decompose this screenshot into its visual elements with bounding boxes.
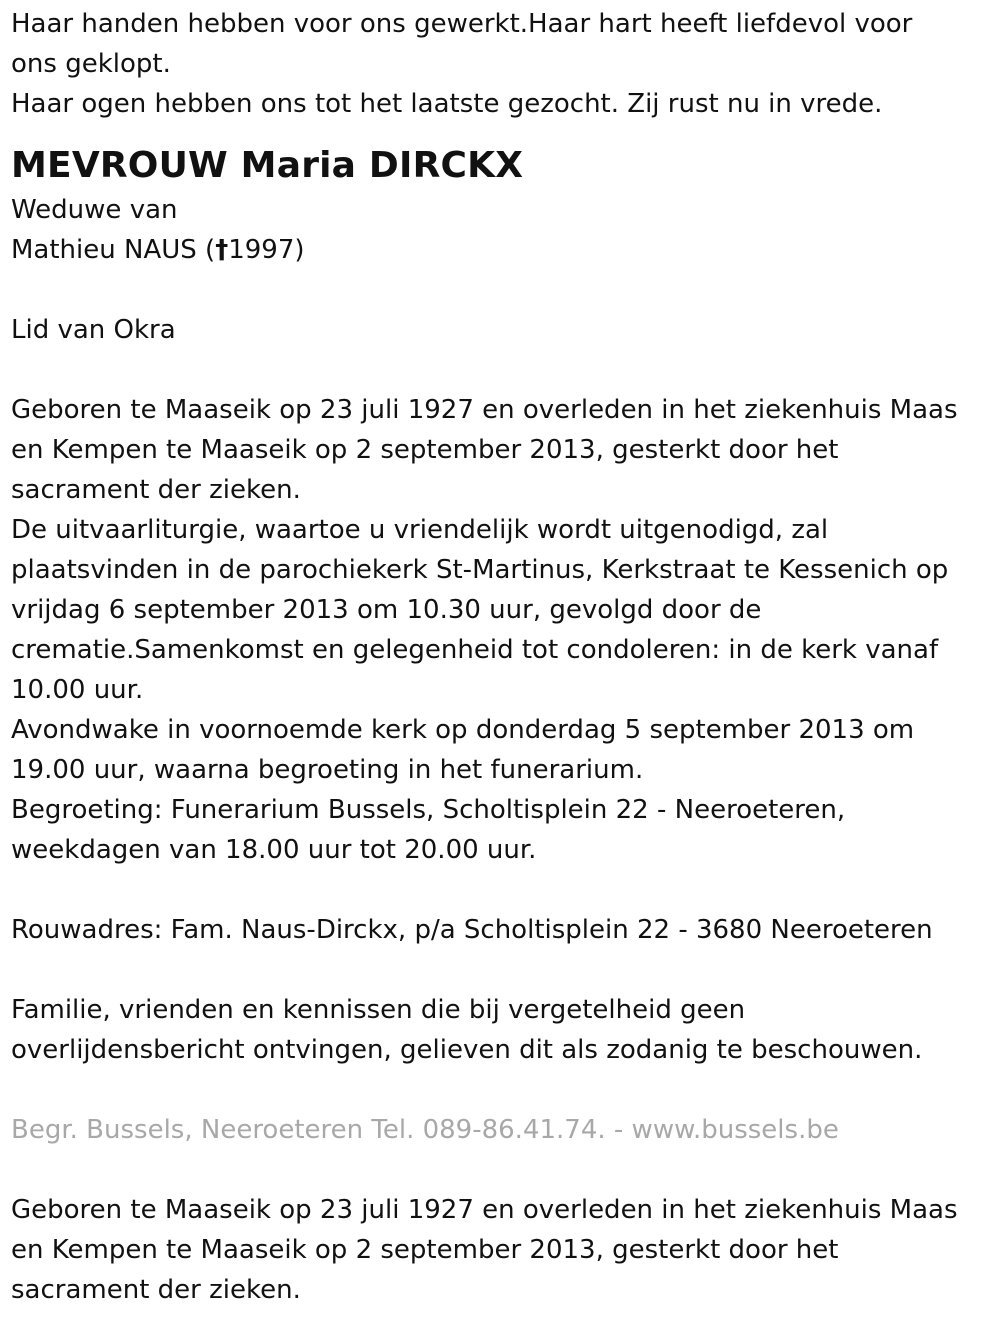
details-line: en Kempen te Maaseik op 2 september 2013, gesterkt door het [11, 435, 839, 465]
details-line: vrijdag 6 september 2013 om 10.30 uur, gevolgd door de [11, 595, 762, 625]
obituary-document [11, 4, 991, 1310]
details-line: crematie.Samenkomst en gelegenheid tot condoleren: in de kerk vanaf [11, 635, 939, 665]
spouse-year: 1997) [228, 235, 305, 265]
spacer [11, 870, 991, 910]
repeated-details [11, 1190, 991, 1310]
spacer [11, 1150, 991, 1190]
details-line: Geboren te Maaseik op 23 juli 1927 en overleden in het ziekenhuis Maas [11, 395, 958, 425]
details-line: sacrament der zieken. [11, 475, 301, 505]
details-line: Avondwake in voornoemde kerk op donderdag 5 september 2013 om [11, 715, 915, 745]
mourning-address: Rouwadres: Fam. Naus-Dirckx, p/a Scholtisplein 22 - 3680 Neeroeteren [11, 915, 933, 945]
deceased-info [11, 190, 991, 390]
deceased-name: MEVROUW Maria DIRCKX [11, 145, 524, 186]
notice-line-1: Familie, vrienden en kennissen die bij vergetelheid geen [11, 995, 746, 1025]
details-line: De uitvaarliturgie, waartoe u vriendelijk wordt uitgenodigd, zal [11, 515, 829, 545]
repeat-line-3: sacrament der zieken. [11, 1275, 301, 1305]
intro-line-3: Haar ogen hebben ons tot het laatste gezocht. Zij rust nu in vrede. [11, 89, 883, 119]
spacer [11, 1070, 991, 1110]
relation-text: Weduwe van [11, 195, 178, 225]
spacer [11, 270, 991, 310]
details-line: 19.00 uur, waarna begroeting in het funerarium. [11, 755, 644, 785]
notice-line-2: overlijdensbericht ontvingen, gelieven dit als zodanig te beschouwen. [11, 1035, 923, 1065]
repeat-line-2: en Kempen te Maaseik op 2 september 2013, gesterkt door het [11, 1235, 839, 1265]
intro-poem [11, 4, 991, 124]
repeat-line-1: Geboren te Maaseik op 23 juli 1927 en overleden in het ziekenhuis Maas [11, 1195, 958, 1225]
spouse-name: Mathieu NAUS ( [11, 235, 216, 265]
details-line: Begroeting: Funerarium Bussels, Scholtisplein 22 - Neeroeteren, [11, 795, 846, 825]
details-line: 10.00 uur. [11, 675, 144, 705]
intro-line-1: Haar handen hebben voor ons gewerkt.Haar hart heeft liefdevol voor [11, 9, 913, 39]
cross-icon: † [215, 235, 229, 265]
notice [11, 990, 991, 1070]
spouse-line [11, 230, 991, 270]
spacer [11, 950, 991, 990]
funeral-details [11, 390, 991, 870]
spacer [11, 350, 991, 390]
funeral-home-contact: Begr. Bussels, Neeroeteren Tel. 089-86.41.74. - www.bussels.be [11, 1115, 839, 1145]
intro-line-2: ons geklopt. [11, 49, 171, 79]
details-line: weekdagen van 18.00 uur tot 20.00 uur. [11, 835, 537, 865]
membership-text: Lid van Okra [11, 315, 176, 345]
details-line: plaatsvinden in de parochiekerk St-Martinus, Kerkstraat te Kessenich op [11, 555, 949, 585]
